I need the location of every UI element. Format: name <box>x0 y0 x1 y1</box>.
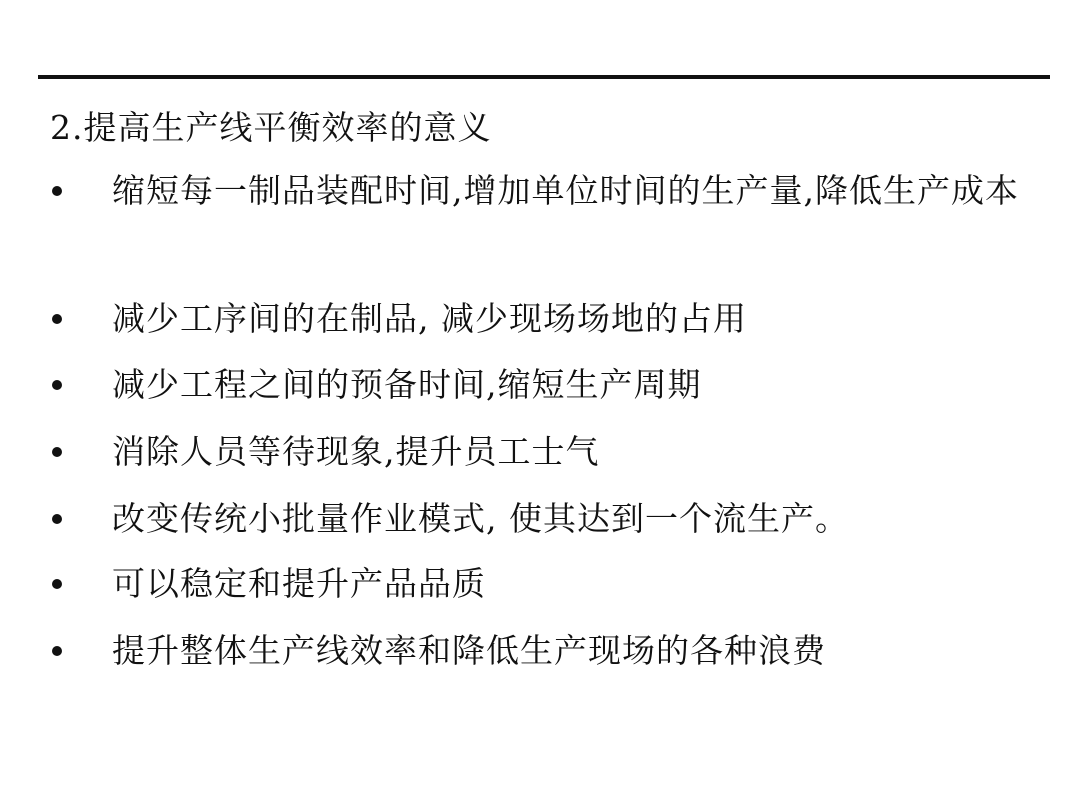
bullet-text: 减少工序间的在制品, 减少现场场地的占用 <box>112 299 747 338</box>
bullet-text: 改变传统小批量作业模式, 使其达到一个流生产。 <box>112 499 849 538</box>
bullet-icon <box>52 447 62 457</box>
bullet-icon <box>52 579 62 589</box>
header-divider <box>38 75 1050 79</box>
bullet-text: 可以稳定和提升产品品质 <box>112 564 486 603</box>
bullet-text: 减少工程之间的预备时间,缩短生产周期 <box>112 365 702 404</box>
bullet-text: 消除人员等待现象,提升员工士气 <box>112 432 600 471</box>
bullet-icon <box>52 314 62 324</box>
bullet-icon <box>52 646 62 656</box>
slide-heading: 2.提高生产线平衡效率的意义 <box>50 108 492 147</box>
bullet-icon <box>52 380 62 390</box>
bullet-icon <box>52 514 62 524</box>
bullet-icon <box>52 186 62 196</box>
bullet-text: 提升整体生产线效率和降低生产现场的各种浪费 <box>112 631 826 670</box>
bullet-text: 缩短每一制品装配时间,增加单位时间的生产量,降低生产成本 <box>112 171 1019 210</box>
